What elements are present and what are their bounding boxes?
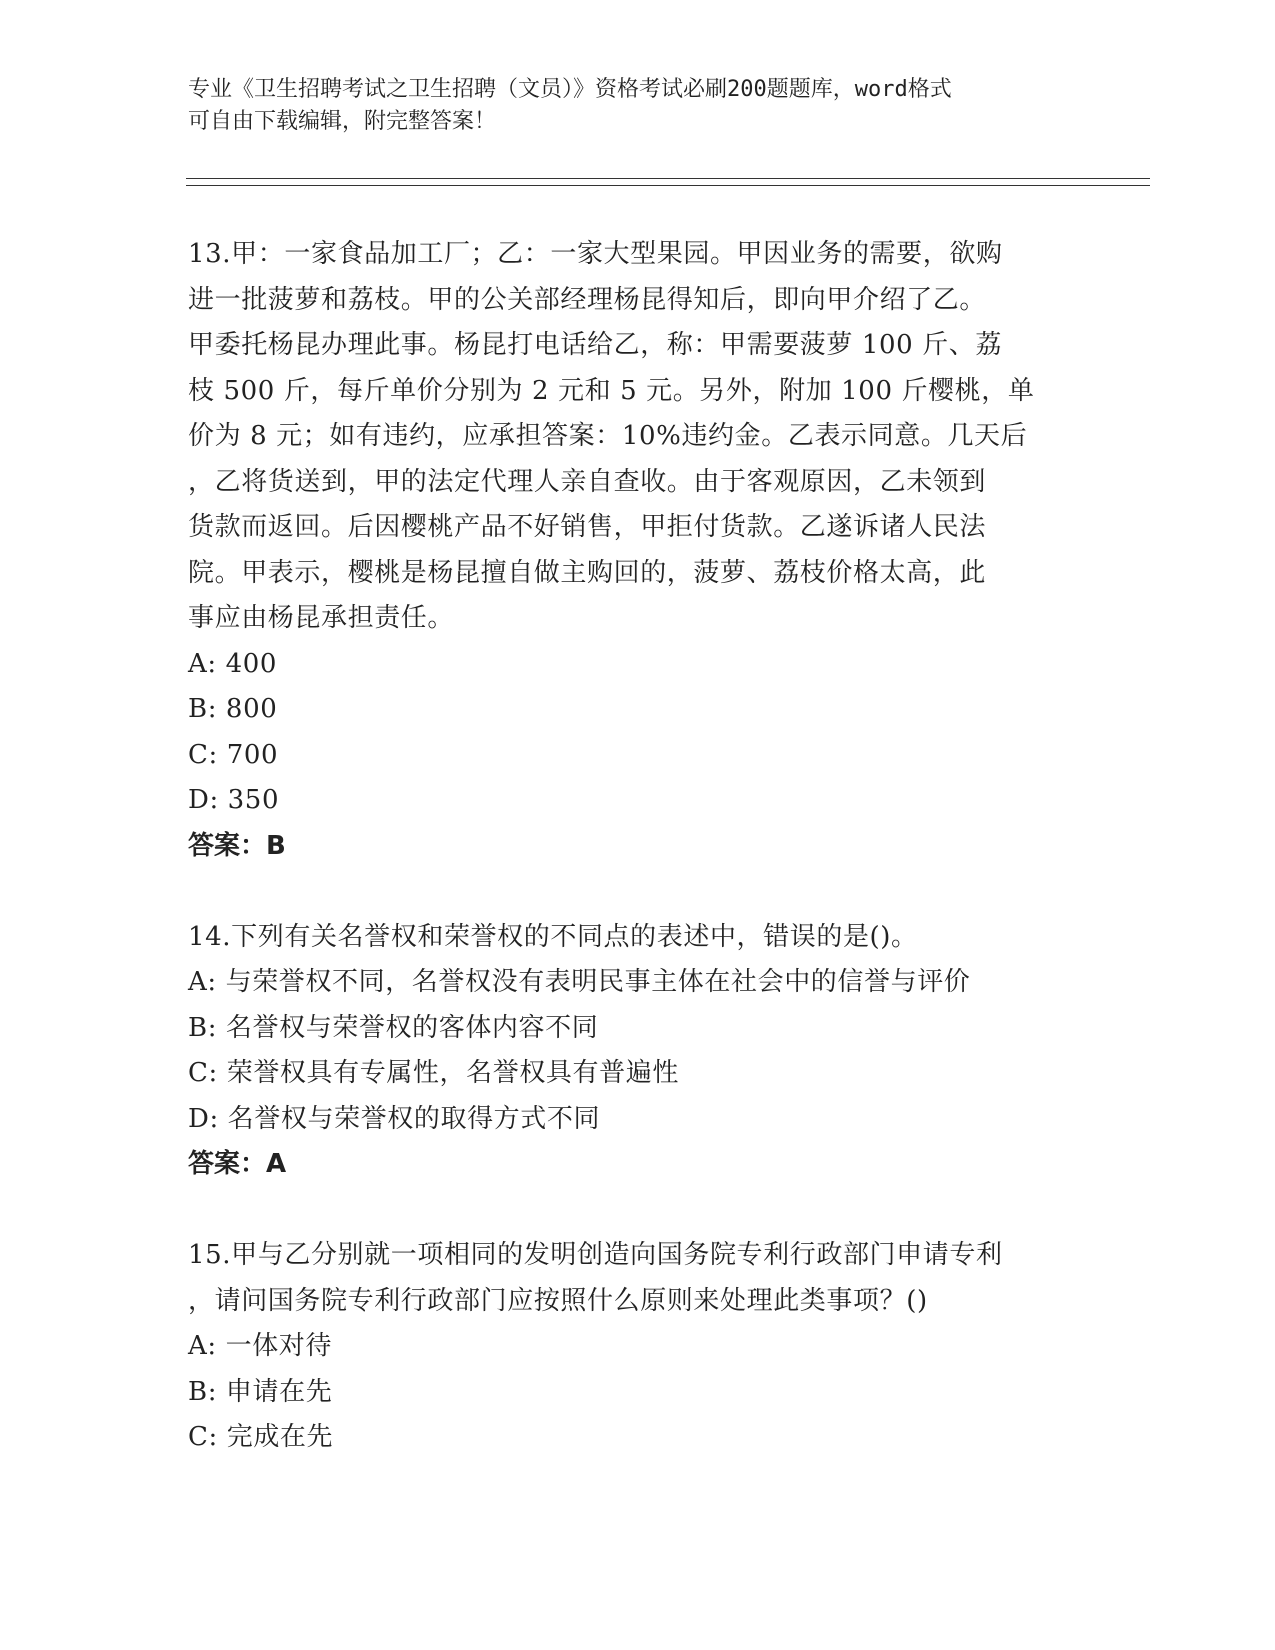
- answer-value: B: [266, 830, 286, 861]
- question-text-line: 13.甲：一家食品加工厂；乙：一家大型果园。甲因业务的需要，欲购: [188, 239, 1003, 269]
- question-text-line: 院。甲表示，樱桃是杨昆擅自做主购回的，菠萝、荔枝价格太高，此: [188, 557, 987, 588]
- option-d: D: 名誉权与荣誉权的取得方式不同: [188, 1103, 601, 1134]
- answer-label: 答案：: [188, 1149, 267, 1179]
- option-c: C: 700: [188, 739, 279, 770]
- question-text-line: 甲委托杨昆办理此事。杨昆打电话给乙，称：甲需要菠萝 100 斤、荔: [188, 330, 1002, 360]
- option-d: D: 350: [188, 785, 280, 815]
- question-spacer: [188, 1188, 1088, 1234]
- header-title-line-2: 可自由下载编辑，附完整答案！: [188, 109, 497, 134]
- option-c: C: 荣誉权具有专属性，名誉权具有普遍性: [188, 1058, 679, 1088]
- question-15: [188, 1233, 1088, 1461]
- header-title-line-1: 专业《卫生招聘考试之卫生招聘（文员）》资格考试必刷200题题库，word格式: [188, 77, 952, 102]
- questions-content: [188, 232, 1088, 1461]
- question-text-line: 14.下列有关名誉权和荣誉权的不同点的表述中，错误的是()。: [188, 921, 918, 952]
- header-divider: [186, 178, 1150, 186]
- question-text-line: 事应由杨昆承担责任。: [188, 603, 455, 633]
- answer-value: A: [266, 1149, 287, 1179]
- document-header: [188, 74, 1088, 138]
- answer-line: [188, 1142, 1088, 1188]
- question-text-line: 价为 8 元；如有违约，应承担答案：10%违约金。乙表示同意。几天后: [188, 421, 1028, 451]
- option-a: A: 400: [188, 648, 278, 679]
- question-13: [188, 232, 1088, 869]
- option-a: A: 与荣誉权不同，名誉权没有表明民事主体在社会中的信誉与评价: [188, 967, 971, 997]
- question-text-line: 15.甲与乙分别就一项相同的发明创造向国务院专利行政部门申请专利: [188, 1240, 1003, 1270]
- question-text-line: ，乙将货送到，甲的法定代理人亲自查收。由于客观原因，乙未领到: [188, 466, 987, 497]
- option-b: B: 申请在先: [188, 1376, 333, 1407]
- question-text-line: 货款而返回。后因樱桃产品不好销售，甲拒付货款。乙遂诉诸人民法: [188, 512, 987, 542]
- option-b: B: 名誉权与荣誉权的客体内容不同: [188, 1012, 599, 1043]
- option-a: A: 一体对待: [188, 1331, 333, 1361]
- question-spacer: [188, 869, 1088, 915]
- option-c: C: 完成在先: [188, 1422, 334, 1452]
- answer-line: [188, 824, 1088, 870]
- question-text-line: 进一批菠萝和荔枝。甲的公关部经理杨昆得知后，即向甲介绍了乙。: [188, 284, 987, 315]
- question-14: [188, 915, 1088, 1188]
- answer-label: 答案：: [188, 830, 267, 861]
- option-b: B: 800: [188, 694, 278, 724]
- question-text-line: 枝 500 斤，每斤单价分别为 2 元和 5 元。另外，附加 100 斤樱桃，单: [188, 375, 1035, 406]
- question-text-line: ，请问国务院专利行政部门应按照什么原则来处理此类事项？(): [188, 1285, 928, 1316]
